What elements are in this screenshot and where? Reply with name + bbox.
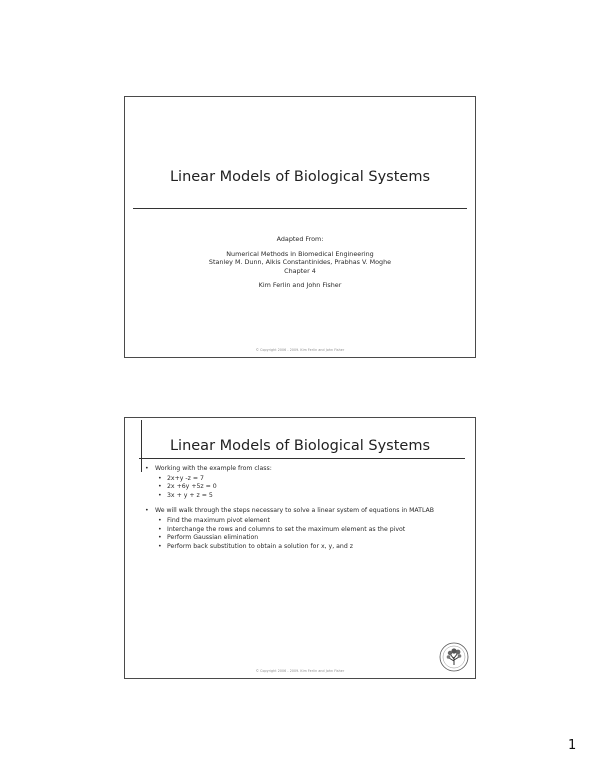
bullet-text: Working with the example from class: [155,465,272,472]
tree-seal-icon [439,642,469,672]
sub-list-item: • Perform Gaussian elimination [155,534,469,543]
sub-list-item: • Find the maximum pivot element [155,517,469,526]
slide-2-content [143,465,469,551]
adapted-from-label: Adapted From: [276,235,324,243]
bullet-text: We will walk through the steps necessary to solve a linear system of equations in MATLAB [155,507,435,515]
book-authors: Stanley M. Dunn, Alkis Constantinides, Prabhas V. Moghe [208,258,392,267]
slide-1-credits [125,235,475,290]
chapter-label: Chapter 4 [284,266,316,275]
sub-bullet-list [155,517,469,551]
sub-list-item: • Interchange the rows and columns to set the maximum element as the pivot [155,526,469,535]
list-item [143,507,469,551]
slide-2 [124,417,476,679]
slide-1 [124,96,476,358]
slide-2-footer: © Copyright 2006 - 2009. Kim Ferlin and John Fisher [255,669,345,673]
book-title: Numerical Methods in Biomedical Engineering [226,249,374,258]
sub-list-item: • 2x+y -z = 7 [155,475,469,484]
slide-2-title: Linear Models of Biological Systems [169,438,431,454]
sub-list-item: • 2x +6y +5z = 0 [155,483,469,492]
slide-1-title-rule [133,208,467,209]
sub-bullet-list [155,475,469,501]
bullet-list [143,465,469,551]
page-number: 1 [568,738,577,753]
slide-1-footer: © Copyright 2006 - 2009. Kim Ferlin and John Fisher [255,348,345,352]
slide-1-title: Linear Models of Biological Systems [169,169,431,185]
title-horizontal-rule [139,458,465,459]
sub-list-item: • 3x + y + z = 5 [155,492,469,501]
sub-list-item: • Perform back substitution to obtain a solution for x, y, and z [155,543,469,552]
list-item [143,465,469,500]
presenters: Kim Ferlin and John Fisher [258,281,342,290]
